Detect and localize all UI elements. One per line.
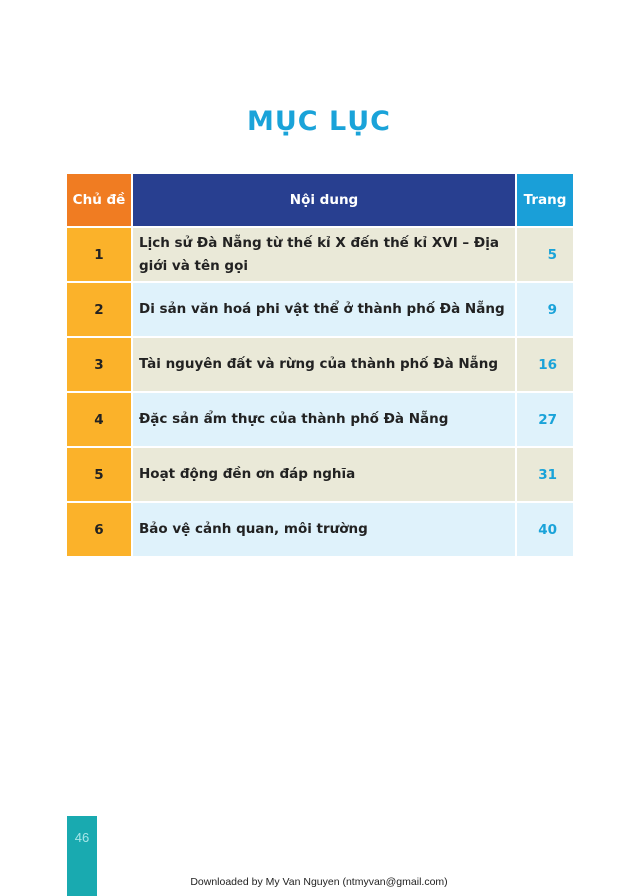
topic-number: 5 (67, 447, 132, 502)
page-title: MỤC LỤC (247, 106, 391, 137)
topic-title[interactable]: Tài nguyên đất và rừng của thành phố Đà Nẵng (132, 337, 516, 392)
table-row[interactable] (67, 227, 573, 282)
topic-title[interactable]: Bảo vệ cảnh quan, môi trường (132, 502, 516, 556)
header-page: Trang (516, 174, 573, 227)
table-row[interactable] (67, 447, 573, 502)
table-of-contents (67, 174, 573, 556)
topic-number: 2 (67, 282, 132, 337)
topic-page: 16 (516, 337, 573, 392)
topic-number: 1 (67, 227, 132, 282)
topic-page: 40 (516, 502, 573, 556)
topic-title[interactable]: Di sản văn hoá phi vật thể ở thành phố Đà Nẵng (132, 282, 516, 337)
topic-page: 9 (516, 282, 573, 337)
topic-number: 6 (67, 502, 132, 556)
topic-number: 3 (67, 337, 132, 392)
topic-title[interactable]: Đặc sản ẩm thực của thành phố Đà Nẵng (132, 392, 516, 447)
download-footer: Downloaded by My Van Nguyen (ntmyvan@gmail.com) (190, 876, 448, 888)
table-header-row (67, 174, 573, 227)
page-number: 46 (74, 830, 90, 845)
table-row[interactable] (67, 502, 573, 556)
topic-page: 5 (516, 227, 573, 282)
header-topic: Chủ đề (67, 174, 132, 227)
table-row[interactable] (67, 337, 573, 392)
topic-page: 27 (516, 392, 573, 447)
table-row[interactable] (67, 282, 573, 337)
table-row[interactable] (67, 392, 573, 447)
topic-page: 31 (516, 447, 573, 502)
header-content: Nội dung (132, 174, 516, 227)
topic-title[interactable]: Lịch sử Đà Nẵng từ thế kỉ X đến thế kỉ XVI – Địa giới và tên gọi (132, 227, 516, 282)
topic-number: 4 (67, 392, 132, 447)
topic-title[interactable]: Hoạt động đền ơn đáp nghĩa (132, 447, 516, 502)
